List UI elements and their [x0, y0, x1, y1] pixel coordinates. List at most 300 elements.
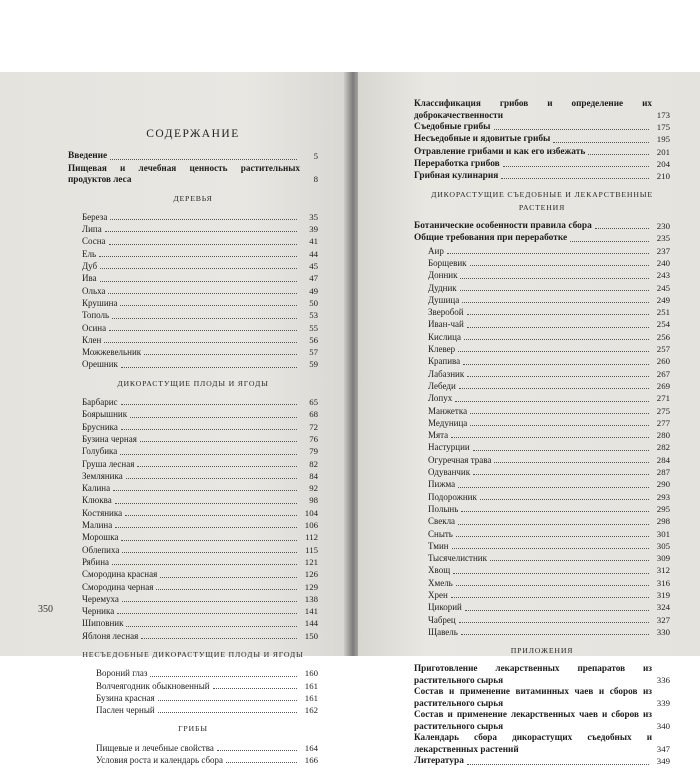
section-title-mushrooms: ГРИБЫ	[178, 724, 208, 734]
toc-entry	[414, 355, 670, 367]
dot-leader	[455, 400, 649, 402]
section-title-inedible: НЕСЪЕДОБНЫЕ ДИКОРАСТУЩИЕ ПЛОДЫ И ЯГОДЫ	[82, 649, 304, 659]
entry-title: Цикорий	[428, 602, 462, 613]
dot-leader	[226, 761, 297, 763]
toc-entry	[68, 235, 318, 247]
left-page	[0, 72, 350, 766]
dot-leader	[126, 477, 297, 479]
entry-title: Медуница	[428, 417, 468, 428]
entry-page: 65	[309, 397, 318, 408]
toc-entry	[68, 396, 318, 408]
entry-page: 309	[656, 553, 670, 564]
toc-entry	[414, 709, 670, 732]
entry-title: Отравление грибами и как его избежать	[414, 146, 586, 157]
section-title-appendix: ПРИЛОЖЕНИЯ	[510, 646, 574, 656]
entry-page: 126	[304, 569, 318, 580]
left-toc-column	[68, 128, 318, 766]
entry-title: Тополь	[82, 310, 110, 321]
toc-entry	[68, 223, 318, 235]
dot-leader	[109, 329, 297, 331]
entry-title: Пищевые и лечебные свойства	[96, 742, 214, 753]
entry-title: Боярышник	[82, 409, 128, 420]
toc-entry	[414, 98, 670, 121]
entry-title: Шиповник	[82, 618, 124, 629]
toc-entry	[68, 260, 318, 272]
entry-page: 336	[656, 675, 670, 686]
entry-title: Смородина черная	[82, 581, 154, 592]
dot-leader	[100, 280, 297, 282]
entry-title: Донник	[428, 270, 458, 281]
book-spread	[0, 72, 700, 767]
entry-title: Липа	[82, 224, 102, 235]
toc-entry	[414, 478, 670, 490]
entry-page: 347	[656, 744, 670, 755]
toc-entry	[82, 754, 318, 766]
toc-entry	[68, 630, 318, 642]
dot-leader	[464, 338, 649, 340]
toc-entry	[414, 405, 670, 417]
toc-entry	[68, 617, 318, 629]
entry-page: 271	[656, 393, 670, 404]
entry-title: Переработка грибов	[414, 158, 500, 169]
dot-leader	[467, 313, 649, 315]
toc-entry	[414, 257, 670, 269]
entry-title: Волчеягодник обыкновенный	[96, 680, 210, 691]
toc-entry	[68, 272, 318, 284]
dot-leader	[158, 699, 297, 701]
entry-title: Ива	[82, 273, 97, 284]
entry-page: 249	[656, 294, 670, 305]
entry-title: Земляника	[82, 470, 123, 481]
entry-page: 251	[656, 307, 670, 318]
entry-title: Щавель	[428, 626, 458, 637]
section-list-inedible	[68, 667, 318, 716]
entry-page: 59	[309, 359, 318, 370]
entry-page: 284	[656, 454, 670, 465]
dot-leader	[461, 633, 649, 635]
toc-entry	[414, 343, 670, 355]
dot-leader	[117, 612, 297, 614]
dot-leader	[109, 243, 297, 245]
dot-leader	[458, 523, 649, 525]
entry-page: 144	[304, 618, 318, 629]
page-number: 350	[38, 604, 53, 615]
toc-entry	[68, 458, 318, 470]
entry-title: Барбарис	[82, 397, 118, 408]
entry-title: Яблоня лесная	[82, 630, 139, 641]
toc-entry	[414, 232, 670, 244]
toc-entry	[68, 568, 318, 580]
dot-leader	[503, 165, 649, 167]
appendix-list	[414, 755, 670, 767]
dot-leader	[108, 292, 297, 294]
section-title-trees: ДЕРЕВЬЯ	[173, 193, 213, 203]
dot-leader	[120, 304, 297, 306]
toc-entry	[414, 466, 670, 478]
dot-leader	[110, 218, 297, 220]
entry-title: Кислица	[428, 331, 461, 342]
dot-leader	[467, 763, 649, 765]
entry-page: 301	[656, 528, 670, 539]
entry-page: 319	[656, 589, 670, 600]
entry-title: Съедобные грибы	[414, 122, 491, 132]
dot-leader	[494, 461, 649, 463]
entry-title: Клен	[82, 334, 102, 345]
entry-title: Ботанические особенности правила сбора	[414, 221, 592, 232]
entry-title: Ольха	[82, 285, 106, 296]
dot-leader	[105, 230, 297, 232]
entry-page: 104	[304, 507, 318, 518]
entry-page: 57	[309, 347, 318, 358]
toc-entry	[68, 507, 318, 519]
entry-title: Мята	[428, 430, 449, 441]
dot-leader	[160, 576, 297, 578]
entry-title: Борщевик	[428, 257, 467, 268]
dot-leader	[100, 267, 297, 269]
toc-entry	[414, 220, 670, 232]
entry-page: 237	[656, 245, 670, 256]
toc-entry	[68, 297, 318, 309]
toc-entry	[414, 170, 670, 182]
toc-entry	[68, 593, 318, 605]
entry-title: Календарь сбора дикорастущих съедобных и лекарственных растений	[414, 732, 652, 754]
dot-leader	[115, 502, 297, 504]
entry-page: 293	[656, 491, 670, 502]
dot-leader	[458, 350, 649, 352]
entry-title: Общие требования при переработке	[414, 233, 568, 244]
dot-leader	[463, 363, 649, 365]
toc-entry	[68, 544, 318, 556]
entry-title: Полынь	[428, 503, 459, 514]
toc-entry	[414, 755, 670, 767]
entry-title: Осина	[82, 322, 107, 333]
dot-leader	[451, 436, 649, 438]
toc-entry	[82, 704, 318, 716]
toc-entry	[414, 732, 670, 755]
entry-title: Настурции	[428, 442, 470, 453]
dot-leader	[452, 547, 649, 549]
entry-title: Аир	[428, 245, 444, 256]
entry-page: 330	[656, 626, 670, 637]
entry-title: Клюква	[82, 495, 112, 506]
entry-page: 305	[656, 540, 670, 551]
entry-title: Одуванчик	[428, 467, 471, 478]
entry-title: Хмель	[428, 577, 453, 588]
toc-entry	[68, 322, 318, 334]
entry-title: Введение	[68, 151, 108, 162]
entry-page: 8	[313, 174, 318, 185]
entry-page: 275	[656, 405, 670, 416]
toc-entry	[82, 742, 318, 754]
toc-entry	[68, 519, 318, 531]
entry-page: 260	[656, 356, 670, 367]
toc-entry	[414, 564, 670, 576]
dot-leader	[467, 375, 649, 377]
section-list-trees	[68, 211, 318, 371]
entry-page: 112	[305, 532, 318, 543]
dot-leader	[217, 749, 297, 751]
dot-leader	[115, 526, 297, 528]
dot-leader	[213, 687, 297, 689]
toc-entry	[68, 494, 318, 506]
toc-entry	[414, 392, 670, 404]
entry-title: Дуб	[82, 261, 98, 272]
entry-page: 76	[309, 433, 318, 444]
entry-title: Литература	[414, 756, 464, 767]
entry-title: Береза	[82, 211, 108, 222]
entry-page: 295	[656, 503, 670, 514]
toc-entry	[68, 211, 318, 223]
entry-page: 256	[656, 331, 670, 342]
toc-entry	[414, 491, 670, 503]
entry-page: 106	[304, 520, 318, 531]
dot-leader	[501, 177, 649, 179]
entry-page: 267	[656, 368, 670, 379]
toc-entry	[414, 614, 670, 626]
toc-entry	[414, 686, 670, 709]
entry-page: 243	[656, 270, 670, 281]
toc-entry	[414, 663, 670, 686]
dot-leader	[456, 584, 649, 586]
entry-page: 56	[309, 334, 318, 345]
entry-title: Бузина черная	[82, 433, 137, 444]
toc-entry	[414, 515, 670, 527]
entry-title: Лебеди	[428, 380, 456, 391]
dot-leader	[104, 341, 297, 343]
toc-entry	[68, 163, 318, 186]
entry-title: Иван-чай	[428, 319, 464, 330]
entry-title: Тысячелистник	[428, 553, 487, 564]
dot-leader	[570, 240, 649, 242]
dot-leader	[494, 128, 650, 130]
dot-leader	[456, 535, 649, 537]
dot-leader	[113, 489, 297, 491]
entry-title: Брусника	[82, 421, 118, 432]
toc-entry	[68, 433, 318, 445]
toc-entry	[414, 577, 670, 589]
entry-page: 290	[656, 479, 670, 490]
entry-page: 41	[309, 236, 318, 247]
dot-leader	[459, 621, 649, 623]
entry-title: Несъедобные и ядовитые грибы	[414, 134, 551, 145]
dot-leader	[470, 264, 649, 266]
entry-page: 316	[656, 577, 670, 588]
entry-title: Пищевая и лечебная ценность растительных продуктов леса	[68, 162, 300, 185]
entry-page: 195	[656, 134, 670, 145]
toc-entry	[414, 121, 670, 133]
entry-page: 129	[304, 581, 318, 592]
dot-leader	[451, 596, 649, 598]
entry-title: Калина	[82, 483, 111, 494]
entry-title: Зверобой	[428, 307, 464, 318]
entry-page: 138	[304, 593, 318, 604]
entry-title: Состав и применение лекарственных чаев и сборов из растительного сырья	[414, 709, 652, 731]
entry-page: 5	[313, 151, 318, 162]
entry-page: 240	[656, 257, 670, 268]
toc-entry	[68, 346, 318, 358]
dot-leader	[144, 353, 297, 355]
toc-entry	[68, 445, 318, 457]
entry-title: Крапива	[428, 356, 461, 367]
toc-entry	[414, 133, 670, 145]
toc-entry	[68, 358, 318, 370]
entry-title: Грибная кулинария	[414, 171, 499, 182]
toc-entry	[414, 318, 670, 330]
dot-leader	[110, 158, 297, 160]
entry-title: Клевер	[428, 344, 456, 355]
dot-leader	[480, 498, 649, 500]
dot-leader	[473, 449, 649, 451]
entry-title: Сныть	[428, 528, 453, 539]
toc-entry	[68, 581, 318, 593]
entry-page: 35	[309, 211, 318, 222]
toc-entry	[414, 626, 670, 638]
entry-title: Приготовление лекарственных препаратов из растительного сырья	[414, 663, 652, 685]
toc-entry	[68, 309, 318, 321]
entry-page: 235	[656, 233, 670, 244]
entry-title: Морошка	[82, 532, 119, 543]
entry-page: 55	[309, 322, 318, 333]
dot-leader	[120, 453, 297, 455]
toc-entry	[82, 680, 318, 692]
entry-page: 79	[309, 446, 318, 457]
entry-title: Подорожник	[428, 491, 477, 502]
entry-page: 298	[656, 516, 670, 527]
entry-page: 210	[656, 171, 670, 182]
entry-page: 53	[309, 310, 318, 321]
toc-entry	[414, 540, 670, 552]
entry-title: Душица	[428, 294, 460, 305]
entry-page: 115	[305, 544, 318, 555]
dot-leader	[141, 637, 297, 639]
dot-leader	[121, 366, 297, 368]
toc-entry	[414, 417, 670, 429]
entry-page: 72	[309, 421, 318, 432]
entry-page: 47	[309, 273, 318, 284]
entry-page: 164	[304, 742, 318, 753]
dot-leader	[470, 424, 649, 426]
entry-page: 349	[656, 756, 670, 767]
entry-title: Черемуха	[82, 593, 119, 604]
entry-page: 173	[656, 109, 670, 120]
dot-leader	[460, 289, 649, 291]
entry-page: 44	[309, 248, 318, 259]
toc-entry	[414, 146, 670, 158]
entry-page: 324	[656, 602, 670, 613]
dot-leader	[137, 465, 297, 467]
dot-leader	[459, 387, 649, 389]
entry-title: Лабазник	[428, 368, 465, 379]
toc-entry	[68, 285, 318, 297]
plants-list	[414, 245, 670, 639]
entry-title: Ель	[82, 248, 97, 259]
toc-entry	[414, 429, 670, 441]
toc-entry	[414, 331, 670, 343]
dot-leader	[158, 711, 297, 713]
entry-page: 68	[309, 409, 318, 420]
toc-entry	[414, 552, 670, 564]
toc-entry	[414, 294, 670, 306]
appendix-multi-list	[414, 663, 670, 755]
toc-entry	[68, 248, 318, 260]
right-toc-column	[414, 98, 670, 768]
entry-page: 287	[656, 467, 670, 478]
dot-leader	[470, 412, 649, 414]
entry-page: 166	[304, 755, 318, 766]
entry-title: Бузина красная	[96, 692, 155, 703]
entry-page: 161	[304, 692, 318, 703]
dot-leader	[461, 510, 649, 512]
entry-title: Условия роста и календарь сбора	[96, 755, 224, 766]
dot-leader	[595, 227, 649, 229]
entry-title: Лопух	[428, 393, 453, 404]
section-title-fruits: ДИКОРАСТУЩИЕ ПЛОДЫ И ЯГОДЫ	[117, 378, 269, 388]
dot-leader	[490, 559, 649, 561]
toc-entry	[82, 692, 318, 704]
right-page	[358, 72, 700, 767]
section-list-mushrooms	[68, 742, 318, 767]
toc-entry	[68, 421, 318, 433]
toc-entry	[68, 408, 318, 420]
entry-title: Облепиха	[82, 544, 120, 555]
entry-page: 245	[656, 282, 670, 293]
entry-page: 121	[304, 556, 318, 567]
toc-entry	[414, 158, 670, 170]
dot-leader	[458, 486, 649, 488]
dot-leader	[473, 473, 649, 475]
toc-entry	[68, 556, 318, 568]
entry-title: Чабрец	[428, 614, 456, 625]
entry-title: Огуречная трава	[428, 454, 492, 465]
dot-leader	[122, 551, 297, 553]
dot-leader	[447, 252, 649, 254]
plants-bold-list	[414, 220, 670, 245]
toc-entry	[68, 150, 318, 162]
dot-leader	[453, 572, 649, 574]
entry-title: Сосна	[82, 236, 106, 247]
entry-title: Классификация грибов и определение их доброкачественности	[414, 98, 652, 120]
toc-entry	[68, 334, 318, 346]
entry-page: 277	[656, 417, 670, 428]
dot-leader	[121, 428, 297, 430]
entry-title: Черника	[82, 606, 115, 617]
toc-entry	[414, 306, 670, 318]
toc-entry	[414, 528, 670, 540]
entry-page: 82	[309, 458, 318, 469]
section-list-fruits	[68, 396, 318, 642]
dot-leader	[112, 317, 297, 319]
entry-page: 312	[656, 565, 670, 576]
dot-leader	[156, 588, 297, 590]
toc-entry	[68, 470, 318, 482]
entry-title: Свекла	[428, 516, 456, 527]
entry-title: Дудник	[428, 282, 457, 293]
entry-page: 339	[656, 698, 670, 709]
toc-entry	[414, 441, 670, 453]
toc-entry	[68, 482, 318, 494]
toc-entry	[414, 503, 670, 515]
toc-entry	[414, 601, 670, 613]
entry-page: 150	[304, 630, 318, 641]
toc-entry	[414, 589, 670, 601]
toc-entry	[414, 368, 670, 380]
dot-leader	[465, 609, 649, 611]
dot-leader	[121, 539, 297, 541]
entry-page: 230	[656, 221, 670, 232]
entry-page: 45	[309, 261, 318, 272]
toc-entry	[414, 282, 670, 294]
entry-page: 254	[656, 319, 670, 330]
